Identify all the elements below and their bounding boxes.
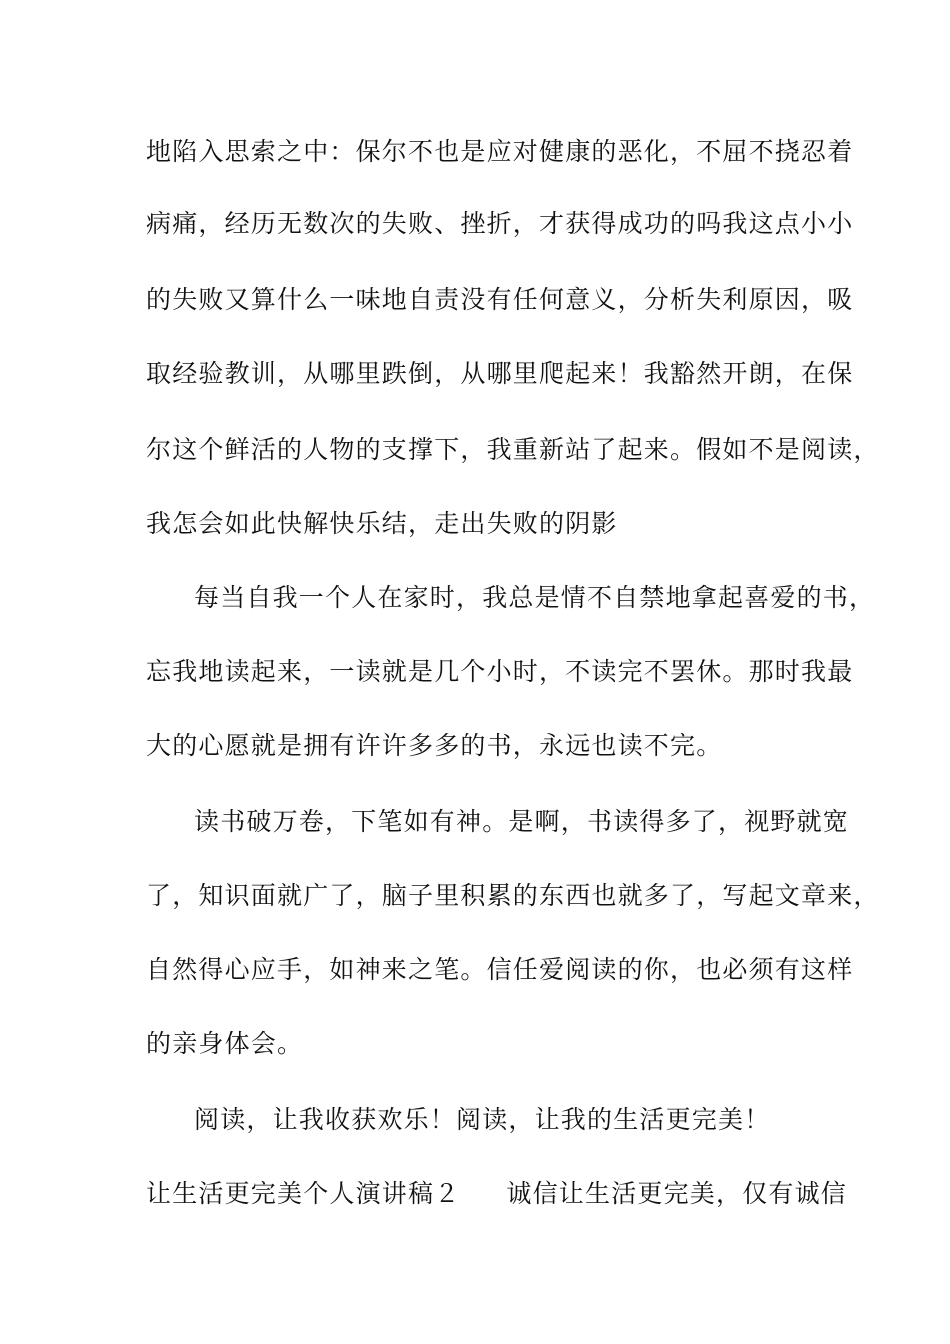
text-line: 的亲身体会。	[146, 1029, 304, 1058]
paragraph-start-line: 每当自我一个人在家时，我总是情不自禁地拿起喜爱的书，	[194, 583, 876, 612]
text-line: 忘我地读起来，一读就是几个小时，不读完不罢休。那时我最	[146, 657, 854, 686]
text-line: 了，知识面就广了，脑子里积累的东西也就多了，写起文章来，	[146, 881, 880, 910]
paragraph-start-line: 读书破万卷，下笔如有神。是啊，书读得多了，视野就宽	[194, 807, 850, 836]
paragraph-start-line: 阅读，让我收获欢乐！阅读，让我的生活更完美！	[194, 1105, 771, 1134]
text-line: 大的心愿就是拥有许许多多的书，永远也读不完。	[146, 731, 723, 760]
heading-line	[146, 1178, 848, 1210]
text-line: 地陷入思索之中：保尔不也是应对健康的恶化，不屈不挠忍着	[146, 137, 854, 166]
heading-continuation-text: 诚信让生活更完美，仅有诚信	[506, 1179, 848, 1208]
text-line: 自然得心应手，如神来之笔。信任爱阅读的你，也必须有这样	[146, 955, 854, 984]
text-line: 我怎会如此快解快乐结，走出失败的阴影	[146, 509, 618, 538]
text-line: 的失败又算什么一味地自责没有任何意义，分析失利原因，吸	[146, 285, 854, 314]
text-line: 病痛，经历无数次的失败、挫折，才获得成功的吗我这点小小	[146, 209, 854, 238]
text-line: 尔这个鲜活的人物的支撑下，我重新站了起来。假如不是阅读，	[146, 435, 880, 464]
section-heading: 让生活更完美个人演讲稿２	[146, 1179, 461, 1208]
text-line: 取经验教训，从哪里跌倒，从哪里爬起来！我豁然开朗，在保	[146, 359, 854, 388]
